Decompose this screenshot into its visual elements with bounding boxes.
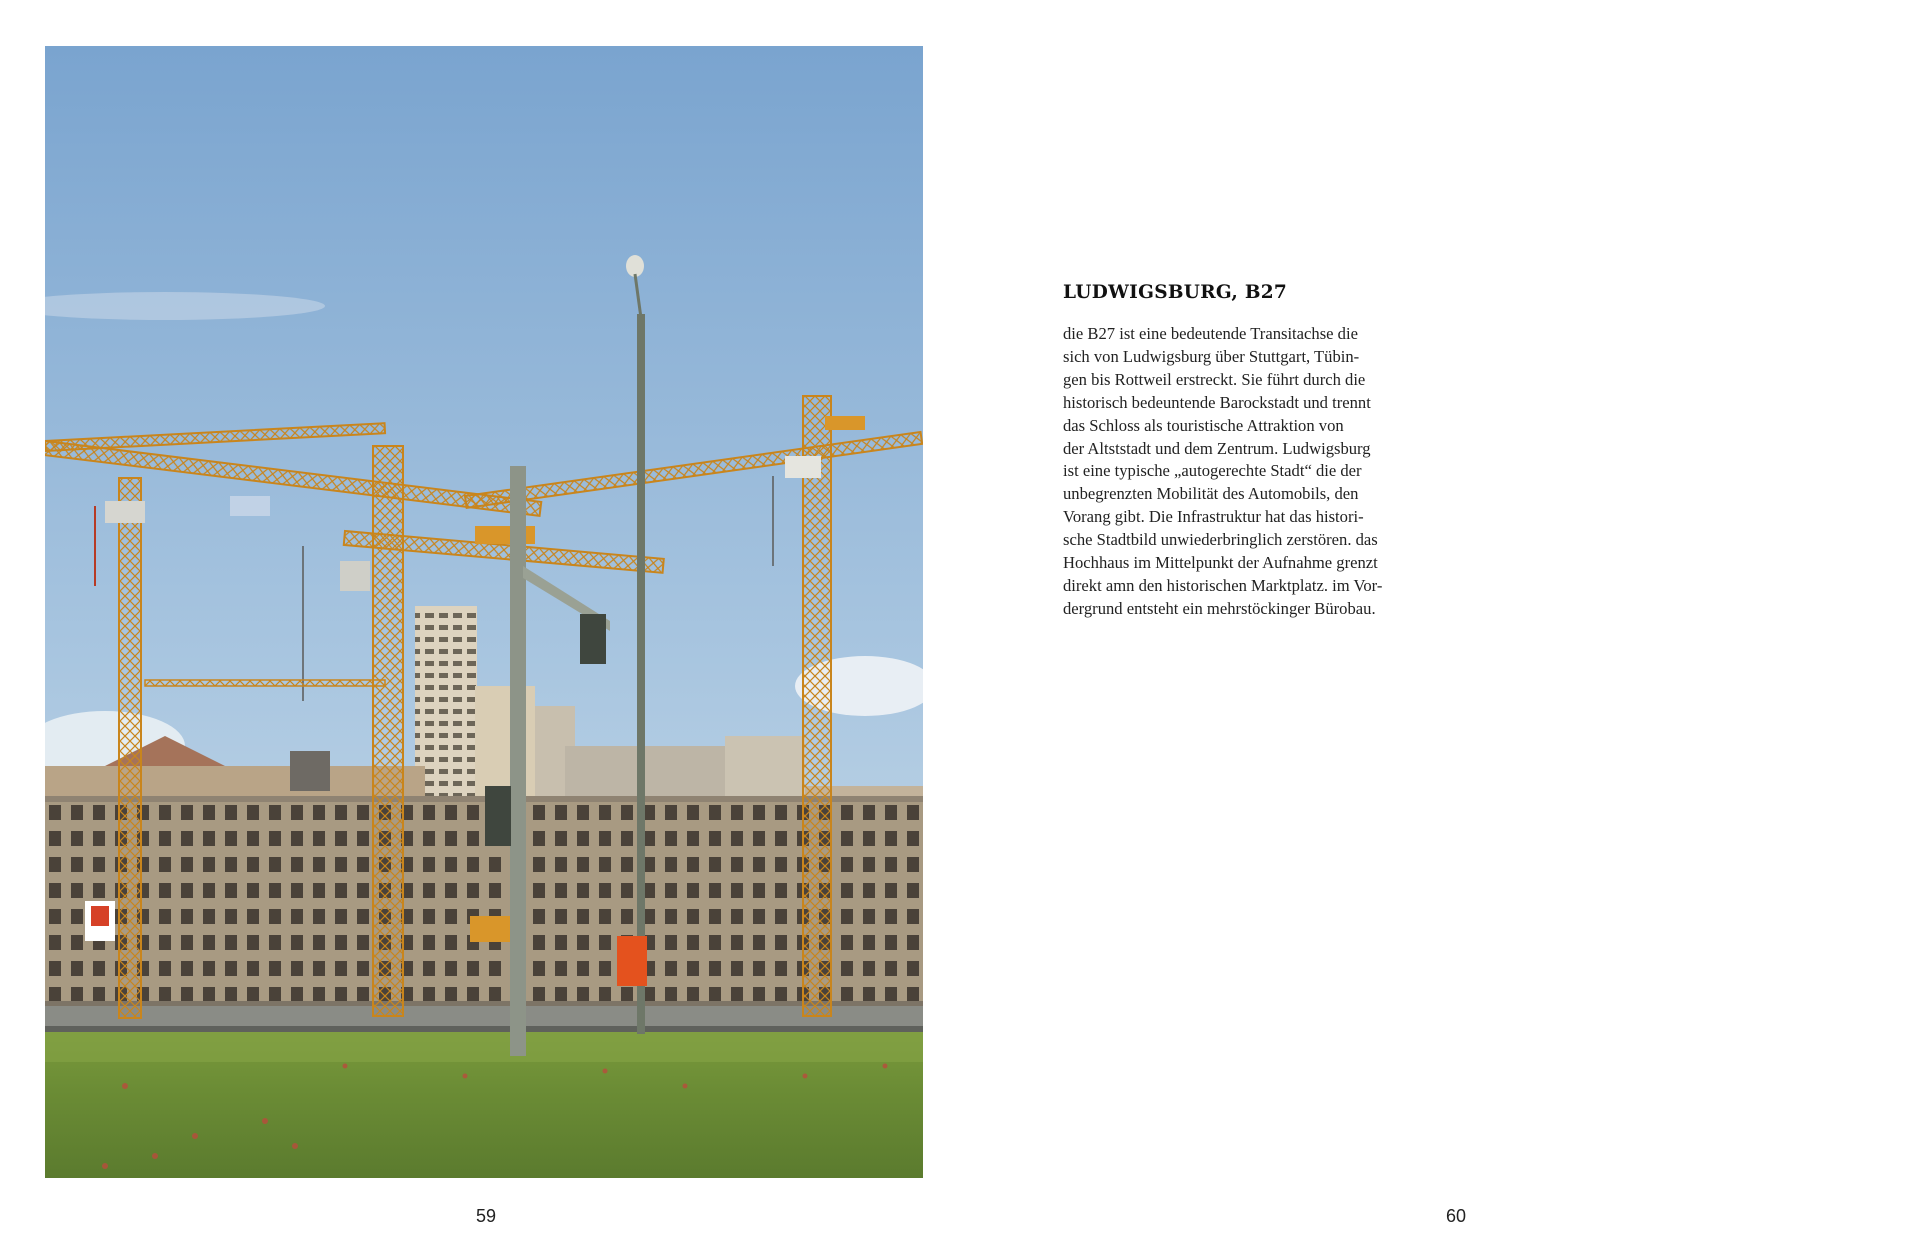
page-number-right: 60 — [1445, 1206, 1467, 1226]
article-body — [1063, 323, 1408, 621]
article-line: Hochhaus im Mittelpunkt der Aufnahme grenzt — [1063, 553, 1378, 573]
article-line: der Altststadt und dem Zentrum. Ludwigsburg — [1063, 438, 1371, 458]
article-line: sche Stadtbild unwiederbringlich zerstören. das — [1063, 530, 1378, 550]
article-line: gen bis Rottweil erstreckt. Sie führt durch die — [1063, 369, 1366, 389]
article — [1063, 282, 1408, 621]
page-number-left: 59 — [475, 1206, 497, 1226]
article-line: direkt amn den historischen Marktplatz. im Vor- — [1063, 575, 1383, 595]
article-line: Vorang gibt. Die Infrastruktur hat das histori- — [1063, 507, 1364, 527]
article-line: das Schloss als touristische Attraktion von — [1063, 415, 1344, 435]
article-title: LUDWIGSBURG, B27 — [1063, 282, 1288, 303]
article-line: dergrund entsteht ein mehrstöckinger Bürobau. — [1063, 598, 1376, 618]
article-line: ist eine typische „autogerechte Stadt“ die der — [1063, 461, 1362, 481]
article-line: unbegrenzten Mobilität des Automobils, den — [1063, 484, 1359, 504]
construction-cranes-photo — [45, 46, 923, 1178]
article-line: sich von Ludwigsburg über Stuttgart, Tübin- — [1063, 346, 1360, 366]
article-line: historisch bedeuntende Barockstadt und trennt — [1063, 392, 1371, 412]
article-line: die B27 ist eine bedeutende Transitachse die — [1063, 324, 1358, 343]
